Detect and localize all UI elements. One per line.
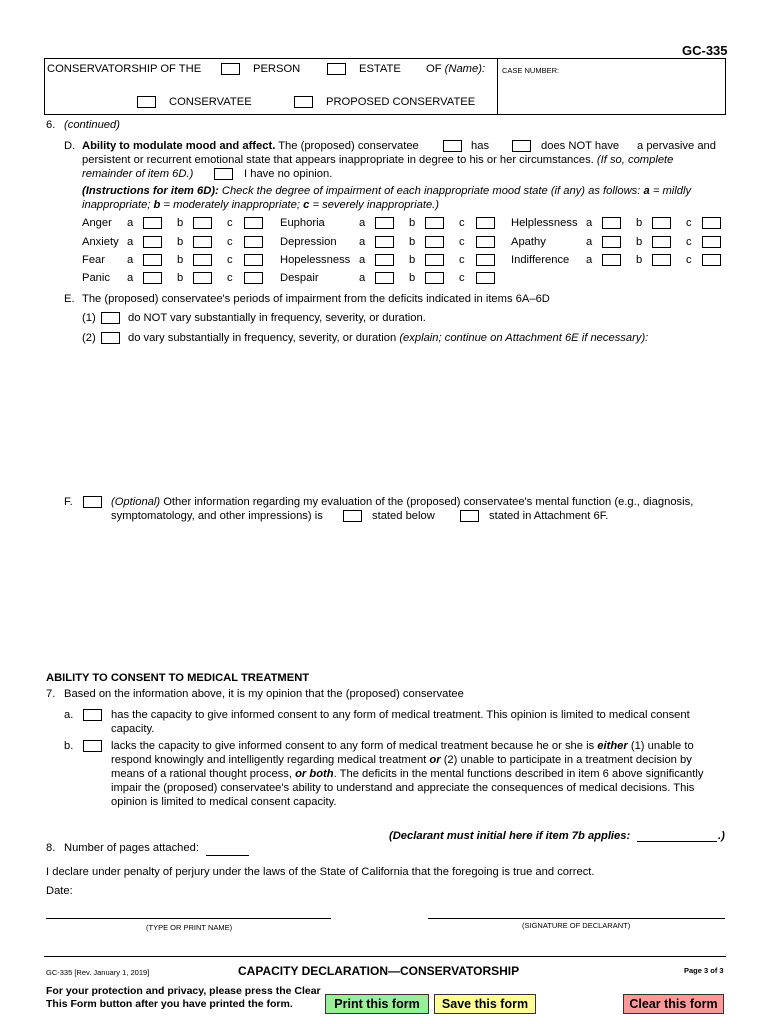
item6e-letter: E.	[64, 293, 75, 305]
conservatee-checkbox[interactable]	[137, 96, 156, 108]
person-checkbox[interactable]	[221, 63, 240, 75]
item7b-line3: means of a rational thought process, or both. The deficits in the mental functions described in item 6 above significantly	[111, 768, 704, 780]
mood-label: Panic	[82, 272, 110, 284]
form-id: GC-335	[682, 43, 728, 58]
severity-checkbox[interactable]	[375, 254, 394, 266]
item7-number: 7.	[46, 688, 56, 700]
severity-letter: b	[177, 272, 184, 284]
severity-letter: c	[459, 217, 465, 229]
has-checkbox[interactable]	[443, 140, 462, 152]
do-vary-checkbox[interactable]	[101, 332, 120, 344]
item8-number: 8.	[46, 842, 56, 854]
estate-label: ESTATE	[359, 63, 401, 75]
severity-letter: b	[409, 236, 416, 248]
page-number: Page 3 of 3	[684, 966, 724, 975]
item6d-line2: persistent or recurrent emotional state that appears inappropriate in degree to his or her circumstances. (If so, complete	[82, 154, 674, 166]
mood-label: Anger	[82, 217, 112, 229]
mood-label: Fear	[82, 254, 106, 266]
item6e-text: The (proposed) conservatee's periods of impairment from the deficits indicated in items 6A–6D	[82, 293, 550, 305]
severity-checkbox[interactable]	[702, 217, 721, 229]
severity-checkbox[interactable]	[652, 236, 671, 248]
severity-letter: c	[686, 236, 692, 248]
item6d-letter: D.	[64, 140, 76, 152]
severity-checkbox[interactable]	[375, 272, 394, 284]
mood-label: Depression	[280, 236, 337, 248]
item6e-opt2-num: (2)	[82, 332, 96, 344]
initial-close: .)	[718, 830, 725, 842]
severity-letter: b	[636, 236, 643, 248]
mood-label: Helplessness	[511, 217, 578, 229]
severity-checkbox[interactable]	[143, 254, 162, 266]
initial-note: (Declarant must initial here if item 7b applies:	[389, 830, 631, 842]
clear-form-button[interactable]: Clear this form	[623, 994, 724, 1014]
severity-checkbox[interactable]	[476, 236, 495, 248]
ability-heading: ABILITY TO CONSENT TO MEDICAL TREATMENT	[46, 672, 310, 684]
item7b-line1: lacks the capacity to give informed consent to any form of medical treatment because he or she is either (1) unable to	[111, 740, 694, 752]
form-revision: GC-335 [Rev. January 1, 2019]	[46, 968, 150, 977]
severity-checkbox[interactable]	[702, 236, 721, 248]
has-capacity-checkbox[interactable]	[83, 709, 102, 721]
item6e-opt1-num: (1)	[82, 312, 96, 324]
privacy-line1: For your protection and privacy, please press the Clear	[46, 985, 321, 997]
severity-letter: c	[227, 217, 233, 229]
print-name-field[interactable]	[46, 903, 330, 917]
mood-label: Apathy	[511, 236, 546, 248]
severity-checkbox[interactable]	[702, 254, 721, 266]
privacy-line2: This Form button after you have printed the form.	[46, 998, 293, 1010]
header-divider	[497, 58, 498, 115]
stated-below-label: stated below	[372, 510, 435, 522]
severity-checkbox[interactable]	[425, 236, 444, 248]
item8-text: Number of pages attached:	[64, 842, 199, 854]
severity-checkbox[interactable]	[652, 254, 671, 266]
item7b-line4: impair the (proposed) conservatee's ability to understand and appreciate the consequences of medical decisions. This	[111, 782, 695, 794]
date-field[interactable]	[80, 883, 240, 897]
severity-checkbox[interactable]	[375, 236, 394, 248]
no-opinion-checkbox[interactable]	[214, 168, 233, 180]
initial-field[interactable]	[637, 828, 717, 842]
severity-letter: a	[359, 254, 366, 266]
severity-checkbox[interactable]	[425, 272, 444, 284]
declaration-text: I declare under penalty of perjury under the laws of the State of California that the foregoing is true and correct.	[46, 866, 595, 878]
item6d-line1: Ability to modulate mood and affect. The (proposed) conservatee	[82, 140, 419, 152]
severity-checkbox[interactable]	[476, 272, 495, 284]
mood-label: Hopelessness	[280, 254, 351, 266]
person-label: PERSON	[253, 63, 301, 75]
of-name-label: OF (Name):	[426, 63, 486, 75]
conservatee-label: CONSERVATEE	[169, 96, 252, 108]
item7-text: Based on the information above, it is my opinion that the (proposed) conservatee	[64, 688, 464, 700]
conservatorship-of-label: CONSERVATORSHIP OF THE	[47, 63, 202, 75]
do-not-vary-checkbox[interactable]	[101, 312, 120, 324]
severity-letter: b	[409, 217, 416, 229]
severity-letter: a	[359, 236, 366, 248]
item6e-explain-field[interactable]	[128, 350, 728, 488]
severity-letter: a	[359, 217, 366, 229]
mood-label: Indifference	[511, 254, 570, 266]
severity-letter: b	[177, 254, 184, 266]
severity-checkbox[interactable]	[602, 254, 621, 266]
date-label: Date:	[46, 885, 73, 897]
no-opinion-label: I have no opinion.	[244, 168, 333, 180]
item7b-line2: respond knowingly and intelligently regarding medical treatment or (2) unable to participate in a treatment decision by	[111, 754, 692, 766]
form-title: CAPACITY DECLARATION—CONSERVATORSHIP	[238, 964, 520, 978]
footer-rule	[44, 956, 726, 957]
severity-letter: a	[127, 217, 134, 229]
severity-checkbox[interactable]	[244, 272, 263, 284]
severity-checkbox[interactable]	[193, 236, 212, 248]
severity-checkbox[interactable]	[143, 236, 162, 248]
severity-letter: b	[636, 254, 643, 266]
signature-label: (SIGNATURE OF DECLARANT)	[522, 921, 631, 930]
does-not-have-checkbox[interactable]	[512, 140, 531, 152]
severity-letter: c	[459, 254, 465, 266]
severity-checkbox[interactable]	[476, 254, 495, 266]
severity-letter: c	[459, 272, 465, 284]
item7a-line1: has the capacity to give informed consent to any form of medical treatment. This opinion is limited to medical consent	[111, 709, 690, 721]
item7b-line5: opinion is limited to medical consent capacity.	[111, 796, 337, 808]
severity-letter: b	[636, 217, 643, 229]
item6f-letter: F.	[64, 496, 73, 508]
severity-letter: b	[177, 217, 184, 229]
severity-letter: a	[127, 236, 134, 248]
mood-label: Anxiety	[82, 236, 119, 248]
item6f-line2: symptomatology, and other impressions) is	[111, 510, 323, 522]
mood-label: Despair	[280, 272, 319, 284]
severity-letter: c	[686, 217, 692, 229]
severity-letter: b	[177, 236, 184, 248]
severity-letter: c	[227, 254, 233, 266]
mood-label: Euphoria	[280, 217, 325, 229]
save-form-button[interactable]: Save this form	[434, 994, 536, 1014]
stated-below-checkbox[interactable]	[343, 510, 362, 522]
stated-attachment-label: stated in Attachment 6F.	[489, 510, 609, 522]
item6-number: 6.	[46, 119, 56, 131]
has-label: has	[471, 140, 490, 152]
item7a-letter: a.	[64, 709, 74, 721]
severity-letter: a	[586, 236, 593, 248]
severity-letter: a	[359, 272, 366, 284]
do-vary-label: do vary substantially in frequency, severity, or duration (explain; continue on Attachment 6E if necessary):	[128, 332, 649, 344]
severity-checkbox[interactable]	[143, 272, 162, 284]
severity-checkbox[interactable]	[476, 217, 495, 229]
severity-checkbox[interactable]	[375, 217, 394, 229]
stated-attachment-checkbox[interactable]	[460, 510, 479, 522]
severity-checkbox[interactable]	[143, 217, 162, 229]
severity-checkbox[interactable]	[244, 217, 263, 229]
item7b-letter: b.	[64, 740, 74, 752]
item6d-instructions-1: (Instructions for item 6D): Check the degree of impairment of each inappropriate mood state (if any) as follows: a = mildly	[82, 185, 692, 197]
severity-checkbox[interactable]	[602, 217, 621, 229]
severity-letter: c	[459, 236, 465, 248]
do-not-vary-label: do NOT vary substantially in frequency, severity, or duration.	[128, 312, 426, 324]
proposed-conservatee-label: PROPOSED CONSERVATEE	[326, 96, 476, 108]
type-print-name-label: (TYPE OR PRINT NAME)	[146, 923, 233, 932]
item6-continued: (continued)	[64, 119, 120, 131]
severity-letter: c	[227, 236, 233, 248]
severity-checkbox[interactable]	[425, 217, 444, 229]
item6f-details-field[interactable]	[111, 528, 728, 662]
severity-checkbox[interactable]	[244, 254, 263, 266]
severity-checkbox[interactable]	[244, 236, 263, 248]
severity-letter: a	[127, 254, 134, 266]
lacks-capacity-checkbox[interactable]	[83, 740, 102, 752]
severity-letter: c	[686, 254, 692, 266]
estate-checkbox[interactable]	[327, 63, 346, 75]
severity-checkbox[interactable]	[193, 217, 212, 229]
severity-letter: b	[409, 254, 416, 266]
case-number-label: CASE NUMBER:	[502, 66, 560, 75]
print-form-button[interactable]: Print this form	[325, 994, 429, 1014]
severity-letter: c	[227, 272, 233, 284]
proposed-conservatee-checkbox[interactable]	[294, 96, 313, 108]
item6d-line3: remainder of item 6D.)	[82, 168, 194, 180]
optional-info-checkbox[interactable]	[83, 496, 102, 508]
severity-checkbox[interactable]	[602, 236, 621, 248]
pages-attached-field[interactable]	[206, 843, 249, 856]
severity-checkbox[interactable]	[193, 272, 212, 284]
item6d-instructions-2: inappropriate; b = moderately inappropriate; c = severely inappropriate.)	[82, 199, 440, 211]
severity-checkbox[interactable]	[652, 217, 671, 229]
does-not-have-label: does NOT have	[541, 140, 620, 152]
severity-checkbox[interactable]	[425, 254, 444, 266]
severity-letter: a	[586, 254, 593, 266]
severity-checkbox[interactable]	[193, 254, 212, 266]
item6d-line1-tail: a pervasive and	[637, 140, 716, 152]
severity-letter: a	[127, 272, 134, 284]
item7a-line2: capacity.	[111, 723, 155, 735]
print-name-line	[46, 918, 331, 919]
severity-letter: b	[409, 272, 416, 284]
item6f-line1: (Optional) Other information regarding my evaluation of the (proposed) conservatee's mental function (e.g., diagnosis,	[111, 496, 694, 508]
severity-letter: a	[586, 217, 593, 229]
